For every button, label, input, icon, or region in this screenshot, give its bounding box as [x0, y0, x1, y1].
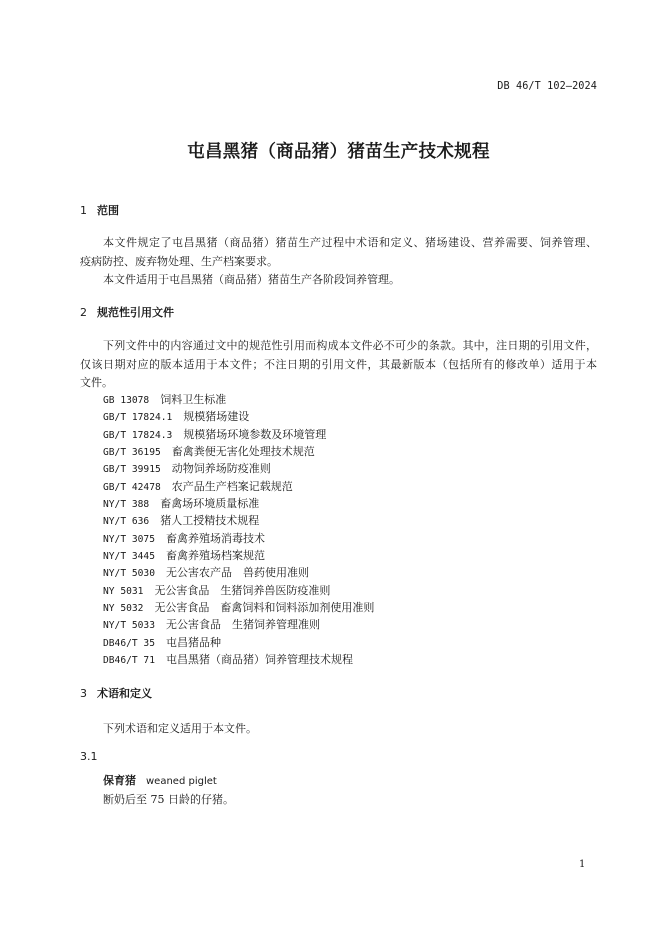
reference-title: 农产品生产档案记载规范	[171, 479, 293, 493]
reference-title: 规模猪场环境参数及环境管理	[183, 427, 327, 441]
term-chinese: 保育猪	[103, 774, 136, 787]
reference-item	[103, 495, 374, 512]
reference-item	[103, 582, 374, 599]
paragraph-line: 下列术语和定义适用于本文件。	[103, 722, 257, 735]
reference-code: NY/T 388	[103, 498, 150, 510]
reference-code: GB/T 42478	[103, 481, 161, 493]
reference-code: GB/T 17824.1	[103, 412, 173, 424]
reference-item	[103, 478, 374, 495]
section-heading-terms	[80, 685, 152, 703]
paragraph-line: 本文件规定了屯昌黑猪（商品猪）猪苗生产过程中术语和定义、猪场建设、营养需要、饲养管理、	[103, 236, 597, 249]
page-number: 1	[579, 859, 586, 870]
reference-title: 畜禽养殖场消毒技术	[165, 531, 265, 545]
paragraph-line: 本文件适用于屯昌黑猪（商品猪）猪苗生产各阶段饲养管理。	[103, 273, 400, 286]
section-title: 规范性引用文件	[97, 306, 174, 319]
section-number: 1	[80, 204, 87, 217]
reference-title: 猪人工授精技术规程	[160, 514, 260, 528]
reference-item	[103, 460, 374, 477]
section-heading-scope	[80, 202, 119, 220]
reference-code: NY/T 3445	[103, 550, 155, 562]
reference-item	[103, 616, 374, 633]
paragraph-line: 仅该日期对应的版本适用于本文件；不注日期的引用文件，其最新版本（包括所有的修改单）适用于本	[80, 358, 597, 371]
reference-code: DB46/T 35	[103, 637, 155, 649]
reference-code: NY/T 5033	[103, 620, 155, 632]
reference-code: NY/T 3075	[103, 533, 155, 545]
reference-title: 无公害食品 畜禽饲料和饲料添加剂使用准则	[154, 600, 375, 614]
term-definition: 断奶后至 75 日龄的仔猪。	[103, 793, 234, 806]
reference-title: 无公害食品 生猪饲养管理准则	[165, 618, 320, 632]
paragraph-line: 文件。	[80, 376, 113, 389]
reference-title: 屯昌黑猪（商品猪）饲养管理技术规程	[165, 652, 353, 666]
reference-code: GB 13078	[103, 395, 150, 406]
reference-title: 畜禽场环境质量标准	[160, 496, 260, 510]
document-title: 屯昌黑猪（商品猪）猪苗生产技术规程	[187, 142, 490, 162]
reference-title: 无公害农产品 兽药使用准则	[165, 566, 309, 580]
reference-item	[103, 530, 374, 547]
section-heading-normative-references	[80, 304, 174, 322]
section-number: 3	[80, 687, 87, 700]
reference-item	[103, 443, 374, 460]
reference-item	[103, 408, 374, 425]
reference-title: 规模猪场建设	[183, 410, 250, 424]
reference-item	[103, 651, 374, 668]
reference-code: NY/T 636	[103, 516, 150, 528]
reference-list	[103, 391, 374, 668]
term-number: 3.1	[80, 750, 98, 763]
reference-code: NY/T 5030	[103, 568, 155, 580]
reference-code: NY 5031	[103, 585, 144, 597]
paragraph-line: 下列文件中的内容通过文中的规范性引用而构成本文件必不可少的条款。其中，注日期的引用文件，	[103, 339, 597, 352]
reference-item	[103, 426, 374, 443]
section-number: 2	[80, 306, 87, 319]
section-title: 范围	[97, 204, 119, 217]
reference-item	[103, 599, 374, 616]
reference-code: DB46/T 71	[103, 654, 155, 666]
reference-code: GB/T 36195	[103, 446, 161, 458]
reference-item	[103, 391, 374, 408]
term-entry	[103, 772, 217, 791]
section-title: 术语和定义	[97, 687, 152, 700]
reference-item	[103, 547, 374, 564]
reference-code: GB/T 39915	[103, 464, 161, 476]
reference-title: 饲料卫生标准	[160, 393, 227, 406]
reference-title: 畜禽粪便无害化处理技术规范	[171, 444, 315, 458]
reference-item	[103, 634, 374, 651]
reference-title: 动物饲养场防疫准则	[171, 462, 271, 476]
reference-title: 无公害食品 生猪饲养兽医防疫准则	[154, 583, 331, 597]
reference-title: 畜禽养殖场档案规范	[165, 548, 265, 562]
reference-code: GB/T 17824.3	[103, 429, 173, 441]
reference-item	[103, 564, 374, 581]
paragraph-line: 疫病防控、废弃物处理、生产档案要求。	[80, 255, 278, 268]
reference-item	[103, 512, 374, 529]
reference-code: NY 5032	[103, 602, 144, 614]
reference-title: 屯昌猪品种	[165, 635, 221, 649]
standard-number: DB 46/T 102—2024	[497, 81, 597, 92]
term-english: weaned piglet	[146, 776, 217, 787]
